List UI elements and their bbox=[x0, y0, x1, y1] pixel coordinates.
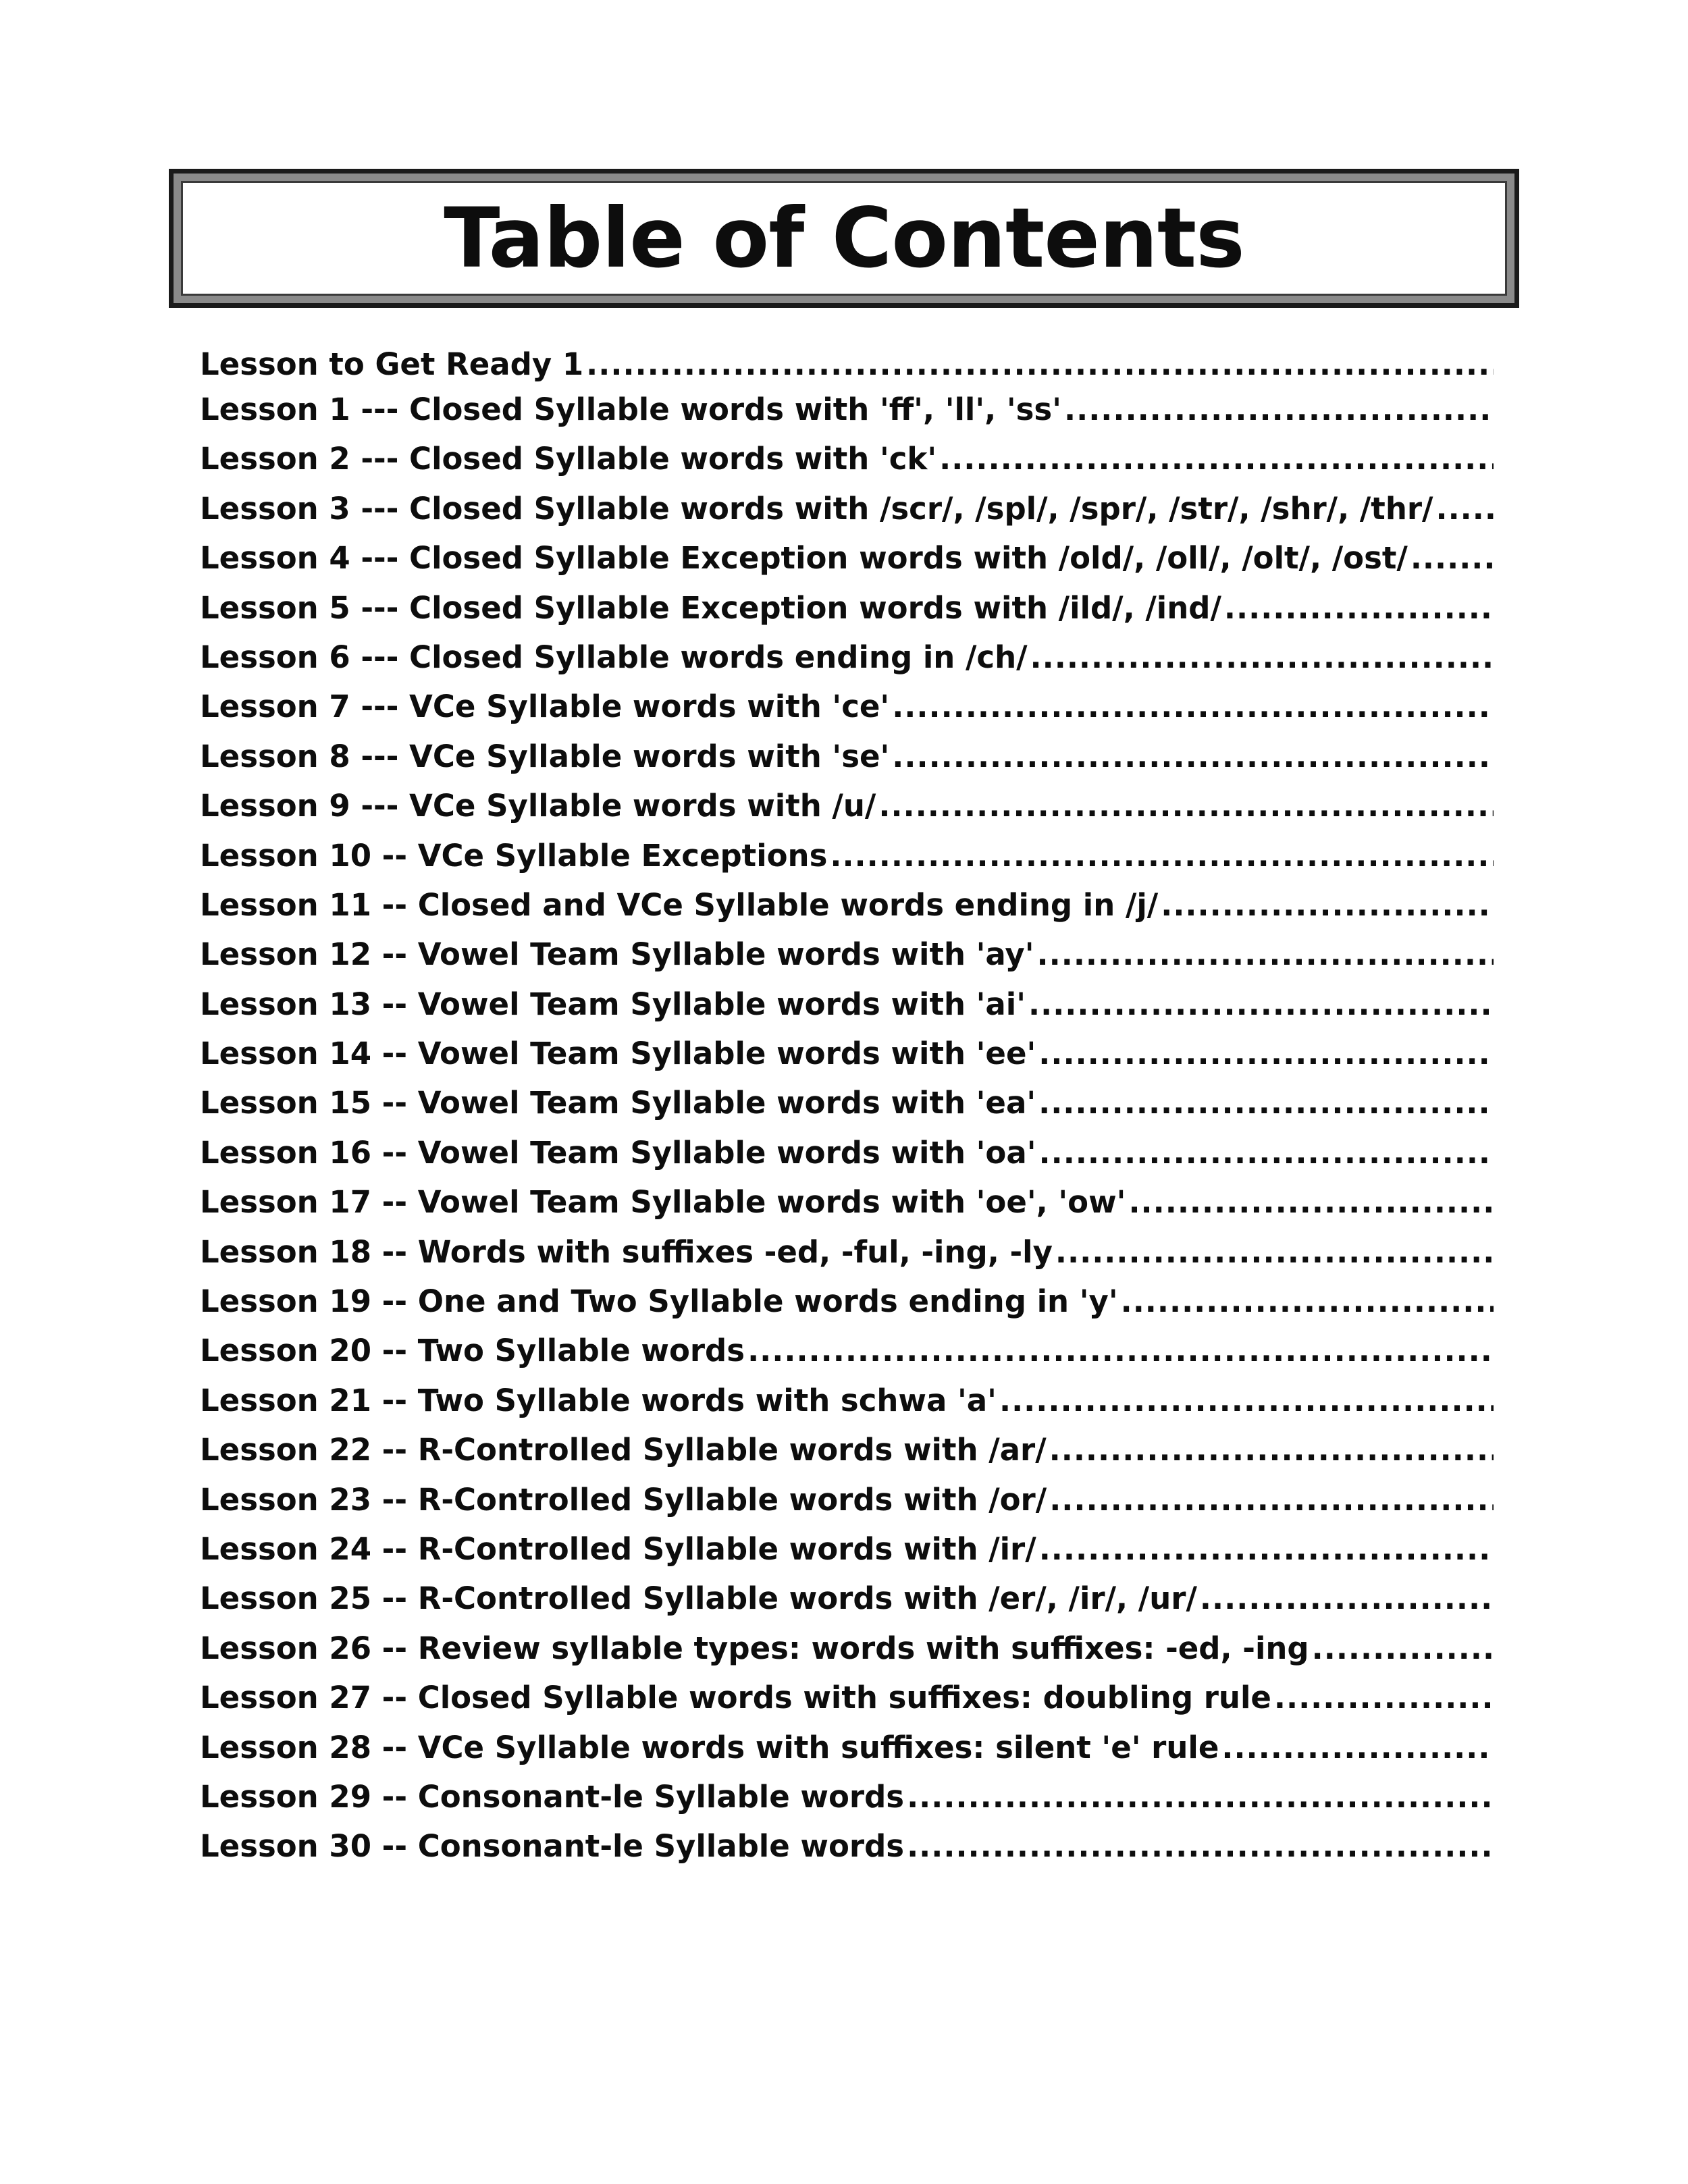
toc-dot-leader bbox=[892, 682, 1494, 731]
toc-dot-leader bbox=[1128, 1177, 1494, 1227]
toc-entry bbox=[200, 385, 1494, 434]
toc-dot-leader bbox=[1312, 1624, 1494, 1673]
toc-entry bbox=[200, 1128, 1494, 1177]
title-box bbox=[169, 169, 1519, 308]
toc-entry-label: Lesson 12 -- Vowel Team Syllable words with 'ay' bbox=[200, 936, 1034, 973]
toc-dot-leader bbox=[1200, 1574, 1494, 1623]
toc-entry-label: Lesson 11 -- Closed and VCe Syllable words ending in /j/ bbox=[200, 886, 1159, 923]
toc-entry-label: Lesson 23 -- R-Controlled Syllable words with /or/ bbox=[200, 1481, 1047, 1518]
toc-entry bbox=[200, 781, 1494, 830]
toc-dot-leader bbox=[1121, 1277, 1494, 1326]
toc-entry-label: Lesson 1 --- Closed Syllable words with 'ff', 'll', 'ss' bbox=[200, 392, 1061, 427]
toc-entry-label: Lesson 22 -- R-Controlled Syllable words with /ar/ bbox=[200, 1432, 1047, 1468]
toc-entry bbox=[200, 1624, 1494, 1673]
toc-entry-label: Lesson 4 --- Closed Syllable Exception words with /old/, /oll/, /olt/, /ost/ bbox=[200, 540, 1408, 577]
toc-entry bbox=[200, 633, 1494, 682]
toc-dot-leader bbox=[1410, 533, 1494, 583]
toc-entry-label: Lesson 16 -- Vowel Team Syllable words with 'oa' bbox=[200, 1134, 1036, 1171]
toc-entry bbox=[200, 831, 1494, 880]
toc-entry-label: Lesson 3 --- Closed Syllable words with /scr/, /spl/, /spr/, /str/, /shr/, /thr/ bbox=[200, 490, 1433, 527]
toc-entry-label: Lesson 29 -- Consonant-le Syllable words bbox=[200, 1778, 905, 1815]
toc-dot-leader bbox=[830, 831, 1494, 880]
toc-dot-leader bbox=[1049, 1425, 1494, 1474]
toc-dot-leader bbox=[1028, 980, 1494, 1029]
toc-entry-label: Lesson 7 --- VCe Syllable words with 'ce' bbox=[200, 689, 890, 725]
toc-entry-label: Lesson 26 -- Review syllable types: words with suffixes: -ed, -ing bbox=[200, 1630, 1309, 1666]
toc-entry-label: Lesson 15 -- Vowel Team Syllable words with 'ea' bbox=[200, 1085, 1036, 1121]
toc-entry bbox=[200, 434, 1494, 483]
toc-dot-leader bbox=[939, 434, 1494, 483]
toc-entry bbox=[200, 1029, 1494, 1078]
toc-entry bbox=[200, 930, 1494, 979]
toc-entry bbox=[200, 1177, 1494, 1227]
toc-entry-label: Lesson 24 -- R-Controlled Syllable words with /ir/ bbox=[200, 1530, 1036, 1567]
toc-entry-label: Lesson 27 -- Closed Syllable words with suffixes: doubling rule bbox=[200, 1680, 1271, 1716]
toc-entry-label: Lesson to Get Ready 1 bbox=[200, 346, 584, 382]
toc-entry-label: Lesson 30 -- Consonant-le Syllable words bbox=[200, 1828, 905, 1865]
toc-entry bbox=[200, 484, 1494, 533]
page-title: Table of Contents bbox=[444, 190, 1244, 286]
toc-entry bbox=[200, 1772, 1494, 1821]
toc-entry-label: Lesson 14 -- Vowel Team Syllable words with 'ee' bbox=[200, 1036, 1036, 1072]
toc-dot-leader bbox=[878, 781, 1494, 830]
toc-dot-leader bbox=[907, 1821, 1494, 1871]
toc-dot-leader bbox=[1435, 484, 1494, 533]
toc-entry bbox=[200, 1574, 1494, 1623]
toc-entry-label: Lesson 6 --- Closed Syllable words ending in /ch/ bbox=[200, 639, 1028, 675]
toc-entry bbox=[200, 583, 1494, 633]
toc-entry bbox=[200, 880, 1494, 930]
toc-entry-label: Lesson 18 -- Words with suffixes -ed, -ful, -ing, -ly bbox=[200, 1233, 1053, 1270]
title-box-inner bbox=[181, 181, 1507, 296]
toc-dot-leader bbox=[907, 1772, 1494, 1821]
toc-dot-leader bbox=[1161, 880, 1494, 930]
toc-dot-leader bbox=[1038, 1078, 1494, 1127]
toc-entry bbox=[200, 682, 1494, 731]
toc-entry-label: Lesson 13 -- Vowel Team Syllable words with 'ai' bbox=[200, 986, 1026, 1022]
toc-entry bbox=[200, 344, 1494, 385]
toc-entry-label: Lesson 8 --- VCe Syllable words with 'se' bbox=[200, 738, 890, 774]
toc-dot-leader bbox=[892, 732, 1494, 781]
toc-entry-label: Lesson 19 -- One and Two Syllable words ending in 'y' bbox=[200, 1283, 1118, 1320]
toc-entry bbox=[200, 732, 1494, 781]
toc-dot-leader bbox=[1049, 1475, 1494, 1524]
toc-dot-leader bbox=[1274, 1673, 1494, 1722]
toc-dot-leader bbox=[747, 1326, 1494, 1375]
toc-entry bbox=[200, 1277, 1494, 1326]
toc-dot-leader bbox=[999, 1376, 1494, 1425]
toc-entry bbox=[200, 1326, 1494, 1375]
toc-entry-label: Lesson 9 --- VCe Syllable words with /u/ bbox=[200, 788, 876, 824]
toc-entry bbox=[200, 1078, 1494, 1127]
toc-entry bbox=[200, 1376, 1494, 1425]
toc-dot-leader bbox=[586, 344, 1494, 385]
toc-entry-label: Lesson 21 -- Two Syllable words with schwa 'a' bbox=[200, 1382, 997, 1418]
toc-entry-label: Lesson 20 -- Two Syllable words bbox=[200, 1333, 745, 1369]
toc-dot-leader bbox=[1224, 583, 1494, 633]
toc-entry bbox=[200, 1227, 1494, 1277]
toc-dot-leader bbox=[1064, 385, 1494, 434]
toc-entry bbox=[200, 980, 1494, 1029]
toc-dot-leader bbox=[1221, 1723, 1494, 1772]
toc-entry-label: Lesson 2 --- Closed Syllable words with 'ck' bbox=[200, 441, 937, 477]
toc-entry bbox=[200, 1475, 1494, 1524]
toc-dot-leader bbox=[1039, 1524, 1494, 1574]
toc-entry bbox=[200, 1425, 1494, 1474]
toc-dot-leader bbox=[1039, 1128, 1494, 1177]
toc-entry bbox=[200, 1673, 1494, 1722]
toc-entry bbox=[200, 1723, 1494, 1772]
toc-entry-label: Lesson 10 -- VCe Syllable Exceptions bbox=[200, 837, 828, 874]
toc-entry bbox=[200, 533, 1494, 583]
toc-dot-leader bbox=[1037, 930, 1494, 979]
toc-dot-leader bbox=[1038, 1029, 1494, 1078]
toc-entry bbox=[200, 1524, 1494, 1574]
table-of-contents bbox=[200, 344, 1494, 1871]
toc-entry-label: Lesson 5 --- Closed Syllable Exception words with /ild/, /ind/ bbox=[200, 589, 1221, 626]
toc-entry-label: Lesson 25 -- R-Controlled Syllable words with /er/, /ir/, /ur/ bbox=[200, 1580, 1197, 1617]
toc-entry bbox=[200, 1821, 1494, 1871]
toc-entry-label: Lesson 17 -- Vowel Team Syllable words with 'oe', 'ow' bbox=[200, 1184, 1126, 1221]
toc-dot-leader bbox=[1055, 1227, 1494, 1277]
toc-entry-label: Lesson 28 -- VCe Syllable words with suffixes: silent 'e' rule bbox=[200, 1729, 1219, 1765]
toc-dot-leader bbox=[1030, 633, 1494, 682]
